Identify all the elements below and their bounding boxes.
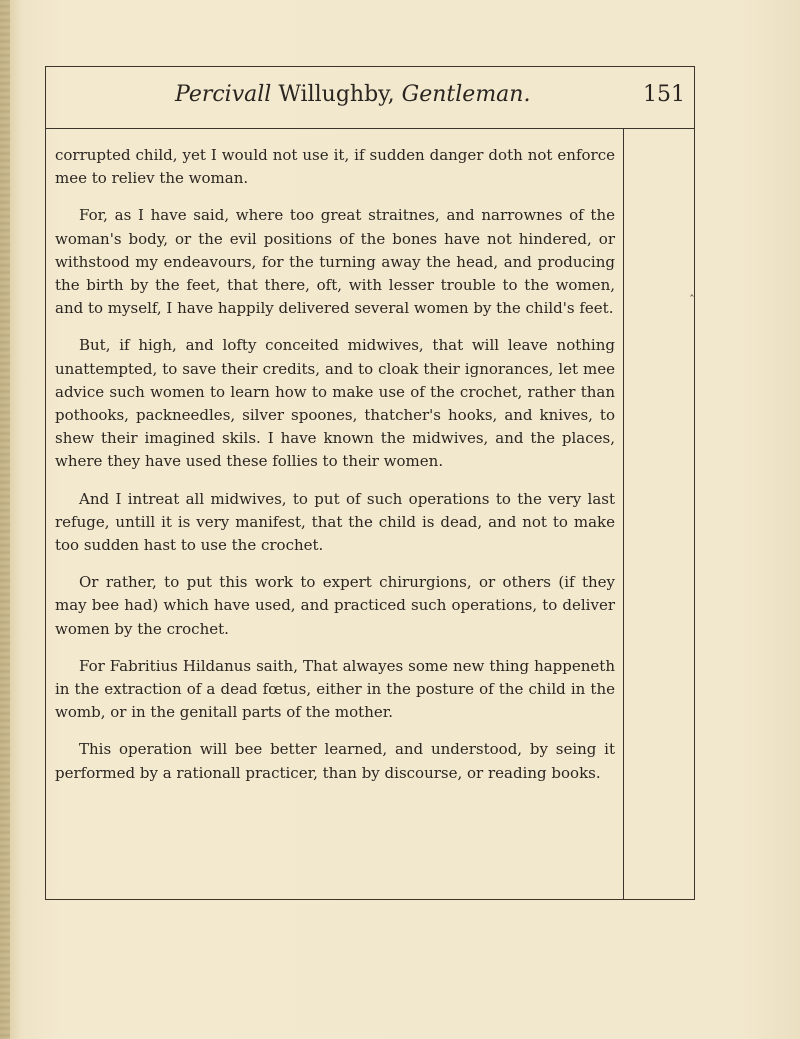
paragraph: Or rather, to put this work to expert chirurgions, or others (if they may bee had) which have used, and practiced such operations, to deliver women by the crochet. <box>55 573 615 638</box>
running-head-title: Gentleman. <box>401 82 531 107</box>
paragraph: This operation will bee better learned, and understood, by seing it performed by a rationall practicer, than by discourse, or reading books. <box>55 740 615 782</box>
body-text <box>55 144 615 799</box>
paragraph: For Fabritius Hildanus saith, That alwayes some new thing happeneth in the extraction of a dead fœtus, either in the posture of the child in the womb, or in the genitall parts of the mother. <box>55 656 615 722</box>
paragraph: But, if high, and lofty conceited midwives, that will leave nothing unattempted, to save their credits, and to cloak their ignorances, let mee advice such women to learn how to make use of the crochet, rather than pothooks, packneedles, silver spoones, thatcher's hooks, and knives, to shew their imagined skils. I have known the midwives, and the places, where they have used these follies to their women. <box>55 336 615 471</box>
paragraph: corrupted child, yet I would not use it, if sudden danger doth not enforce mee to reliev the woman. <box>55 146 615 188</box>
paragraph: And I intreat all midwives, to put of such operations to the very last refuge, untill it is very manifest, that the child is dead, and not to make too sudden hast to use the crochet. <box>55 489 615 555</box>
paragraph: For, as I have said, where too great straitnes, and narrownes of the woman's body, or the evil positions of the bones have not hindered, or withstood my endeavours, for the turning away the head, and producing the birth by the feet, that there, oft, with lesser trouble to the women, and to myself, I have happily delivered several women by the child's feet. <box>55 206 615 318</box>
margin-mark-icon: ‸ <box>690 284 694 297</box>
running-head-surname: Willughby, <box>271 82 402 107</box>
page-number: 151 <box>643 82 685 107</box>
running-head-name: Percivall <box>175 82 272 107</box>
margin-rule <box>623 128 624 900</box>
book-binding-edge <box>0 0 10 1039</box>
header-rule <box>45 128 695 129</box>
running-head <box>175 80 531 110</box>
